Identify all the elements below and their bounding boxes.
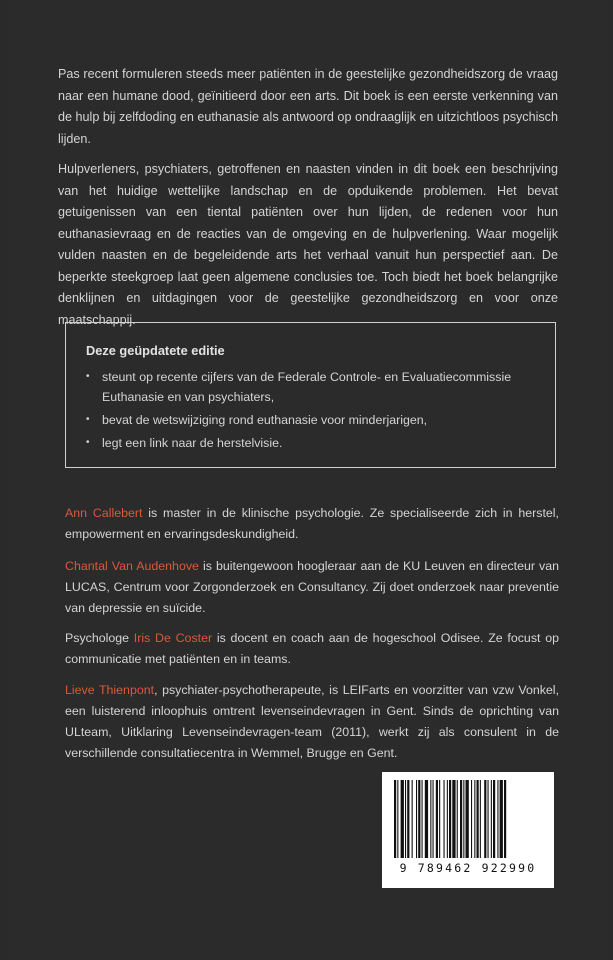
- barcode-bar: [471, 780, 472, 858]
- author-bio: [65, 680, 559, 764]
- author-name: Ann Callebert: [65, 506, 143, 520]
- barcode-bar: [425, 780, 428, 858]
- barcode-bar: [444, 780, 445, 858]
- author-bio-pre: Psychologe: [65, 631, 134, 645]
- barcode-bar: [466, 780, 469, 858]
- barcode-bar: [463, 780, 464, 858]
- isbn-number: 9 789462 922990: [399, 861, 537, 875]
- barcode-bar: [497, 780, 498, 858]
- barcode-bar: [397, 780, 398, 858]
- barcode-bar: [477, 780, 479, 858]
- author-bio-text: is docent en coach aan de hogeschool Odisee. Ze focust op communicatie met patiënten en in teams.: [65, 631, 559, 666]
- edition-list: [86, 367, 546, 456]
- edition-list-item: [86, 433, 546, 453]
- barcode-bar: [407, 780, 409, 858]
- barcode-bar: [401, 780, 404, 858]
- edition-item-text: steunt op recente cijfers van de Federale Controle- en Evaluatiecommissie Euthanasie en van psychiaters,: [102, 370, 512, 404]
- edition-box: [65, 322, 556, 468]
- barcode-bar: [418, 780, 420, 858]
- author-name: Lieve Thienpont: [65, 683, 155, 697]
- author-bio-text: is buitengewoon hoogleraar aan de KU Leuven en directeur van LUCAS, Centrum voor Zorgonderzoek en Consultancy. Zij doet onderzoek naar preventie van depressie en suïcide.: [65, 559, 559, 615]
- barcode: [382, 772, 554, 888]
- barcode-bar: [436, 780, 438, 858]
- barcode-bar: [491, 780, 492, 858]
- barcode-bar: [447, 780, 448, 858]
- barcode-bar: [422, 780, 423, 858]
- barcode-bar: [433, 780, 434, 858]
- barcode-bar: [416, 780, 417, 858]
- barcode-bar: [460, 780, 462, 858]
- edition-box-title: Deze geüpdatete editie: [86, 343, 225, 358]
- intro-paragraph-2: Hulpverleners, psychiaters, getroffenen en naasten vinden in dit boek een beschrijving van het huidige wettelijke landschap en de opduikende problemen. Het bevat getuigenissen van een tiental patiënten over hun lijden, de redenen voor hun euthanasievraag en de reacties van de omgeving en de hulpverlening. Waar mogelijk vulden naasten en de begeleidende arts het verhaal vanuit hun perspectief aan. De beperkte steekgroep laat geen algemene conclusies toe. Toch biedt het boek belangrijke denklijnen en uitdagingen voor de geestelijke gezondheidszorg en voor onze maatschappij.: [58, 162, 558, 327]
- edition-list-item: [86, 410, 546, 430]
- author-name: Iris De Coster: [133, 631, 213, 645]
- barcode-bars: [394, 780, 542, 860]
- barcode-bar: [504, 780, 506, 858]
- barcode-bar: [500, 780, 503, 858]
- barcode-bar: [474, 780, 475, 858]
- barcode-bar: [452, 780, 455, 858]
- barcode-bar: [449, 780, 451, 858]
- edition-item-text: legt een link naar de herstelvisie.: [102, 436, 283, 450]
- barcode-bar: [457, 780, 458, 858]
- author-name: Chantal Van Audenhove: [65, 559, 199, 573]
- bullet-icon: •: [86, 437, 90, 448]
- barcode-bar: [484, 780, 486, 858]
- bullet-icon: •: [86, 371, 90, 382]
- edition-item-text: bevat de wetswijziging rond euthanasie voor minderjarigen,: [102, 413, 428, 427]
- author-bio: [65, 628, 559, 670]
- barcode-bar: [405, 780, 406, 858]
- author-bio: [65, 556, 559, 619]
- barcode-bar: [430, 780, 431, 858]
- author-bio-text: is master in de klinische psychologie. Ze specialiseerde zich in herstel, empowerment en ervaringsdeskundigheid.: [65, 506, 559, 541]
- author-bio: [65, 503, 559, 545]
- barcode-bar: [480, 780, 481, 858]
- barcode-bar: [493, 780, 495, 858]
- bullet-icon: •: [86, 414, 90, 425]
- intro-paragraph-1: Pas recent formuleren steeds meer patiënten in de geestelijke gezondheidszorg de vraag naar een humane dood, geïnitieerd door een arts. Dit boek is een eerste verkenning van de hulp bij zelfdoding en euthanasie als antwoord op ondraaglijk en uitzichtloos psychisch lijden.: [58, 67, 558, 146]
- barcode-bar: [412, 780, 413, 858]
- barcode-bar: [439, 780, 440, 858]
- author-bio-text: , psychiater-psychotherapeute, is LEIFarts en voorzitter van vzw Vonkel, een luisterend inloophuis omtrent levenseindevragen in Gent. Sinds de oprichting van ULteam, Uitklaring Levenseindevragen-team (2011), werkt zij als consulent in de verschillende consultatiecentra in Wemmel, Brugge en Gent.: [65, 683, 560, 760]
- edition-list-item: [86, 367, 546, 407]
- barcode-bar: [394, 780, 396, 858]
- barcode-bar: [488, 780, 489, 858]
